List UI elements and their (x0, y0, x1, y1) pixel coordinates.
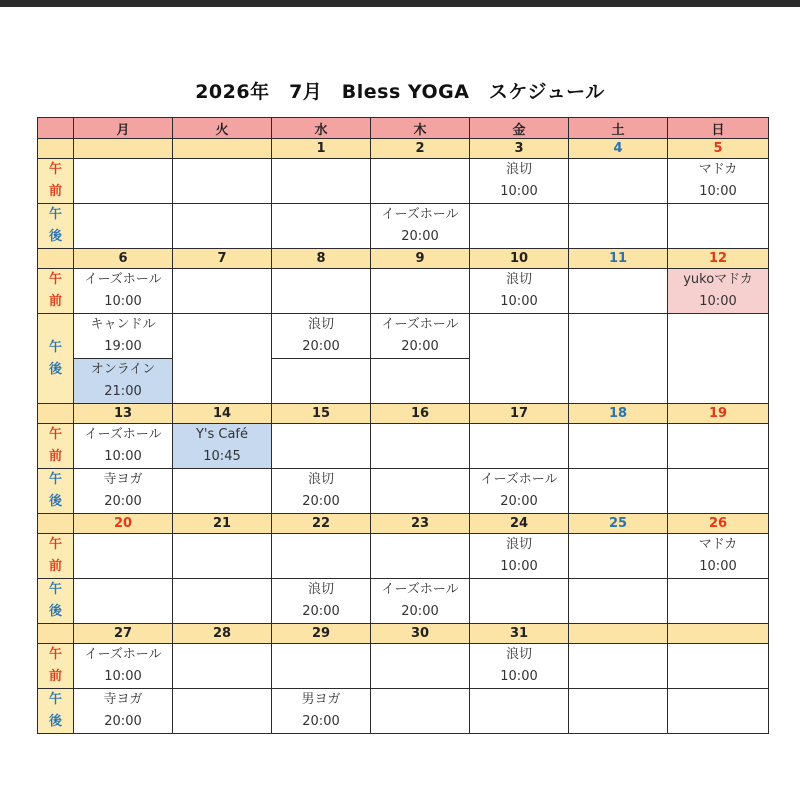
event-name: 浪切 (307, 317, 334, 332)
pm-slot (668, 689, 769, 734)
am-slot (371, 644, 470, 689)
pm-slot (470, 689, 569, 734)
am-slot (470, 159, 569, 204)
date-cell: 3 (470, 139, 569, 159)
pm-label (38, 469, 74, 514)
am-slot (272, 534, 371, 579)
am-slot (272, 269, 371, 314)
am-slot (272, 644, 371, 689)
event-name: 浪切 (505, 647, 532, 662)
date-cell (668, 624, 769, 644)
pm-slot (470, 579, 569, 624)
event-name: イーズホール (381, 207, 459, 222)
pm-label-char: 後 (48, 229, 62, 244)
date-row (38, 139, 769, 159)
am-row (38, 159, 769, 204)
pm-label (38, 689, 74, 734)
am-slot (371, 269, 470, 314)
event-name: 浪切 (307, 472, 334, 487)
am-slot (569, 534, 668, 579)
event-time: 10:00 (500, 559, 538, 574)
pm-label-char: 後 (48, 361, 62, 377)
am-label-char: 午 (48, 162, 62, 177)
event-time: 20:00 (104, 714, 142, 729)
date-cell: 25 (569, 514, 668, 534)
pm-label (38, 314, 74, 404)
date-cell: 8 (272, 249, 371, 269)
event-time: 10:00 (104, 669, 142, 684)
event-time: 20:00 (401, 229, 439, 244)
event-time: 20:00 (302, 714, 340, 729)
am-slot (74, 159, 173, 204)
event-name: イーズホール (84, 272, 162, 287)
date-cell: 10 (470, 249, 569, 269)
am-label-char: 前 (48, 669, 62, 684)
pm-slot (569, 689, 668, 734)
am-slot (668, 424, 769, 469)
am-slot (74, 644, 173, 689)
event-time: 20:00 (401, 339, 439, 354)
weekday-tue: 火 (173, 118, 272, 139)
date-cell: 24 (470, 514, 569, 534)
event-time: 20:00 (104, 494, 142, 509)
event-time: 20:00 (500, 494, 538, 509)
event-time: 10:00 (699, 559, 737, 574)
am-slot (569, 159, 668, 204)
event-time: 10:00 (500, 184, 538, 199)
pm-slot (74, 359, 173, 404)
date-cell: 6 (74, 249, 173, 269)
event-name: キャンドル (90, 317, 156, 332)
am-slot (371, 534, 470, 579)
date-cell: 16 (371, 404, 470, 424)
event-name: 浪切 (505, 537, 532, 552)
am-slot (470, 269, 569, 314)
event-name: 男ヨガ (301, 692, 341, 707)
date-cell: 28 (173, 624, 272, 644)
pm-slot (371, 469, 470, 514)
am-slot (173, 269, 272, 314)
am-slot (470, 644, 569, 689)
pm-slot (74, 314, 173, 359)
am-label-char: 前 (48, 559, 62, 574)
date-cell: 7 (173, 249, 272, 269)
date-cell: 18 (569, 404, 668, 424)
pm-slot (470, 204, 569, 249)
date-cell: 27 (74, 624, 173, 644)
date-row (38, 514, 769, 534)
am-row (38, 269, 769, 314)
am-slot (173, 424, 272, 469)
event-name: マドカ (698, 537, 738, 552)
pm-slot (272, 469, 371, 514)
pm-label-char: 後 (48, 714, 62, 729)
am-slot (470, 424, 569, 469)
page-title: 2026年 7月 Bless YOGA スケジュール (195, 81, 605, 103)
am-slot (371, 424, 470, 469)
date-cell: 15 (272, 404, 371, 424)
date-cell: 31 (470, 624, 569, 644)
date-cell: 20 (74, 514, 173, 534)
date-cell: 19 (668, 404, 769, 424)
am-label-char: 前 (48, 449, 62, 464)
event-time: 20:00 (302, 494, 340, 509)
pm-slot (569, 204, 668, 249)
event-name: イーズホール (480, 472, 558, 487)
am-row (38, 534, 769, 579)
event-time: 10:00 (699, 294, 737, 309)
event-name: 寺ヨガ (103, 692, 143, 707)
am-slot (470, 534, 569, 579)
pm-slot (668, 579, 769, 624)
am-slot (668, 269, 769, 314)
date-cell (173, 139, 272, 159)
event-name: 浪切 (505, 272, 532, 287)
date-cell: 1 (272, 139, 371, 159)
event-name: 浪切 (307, 582, 334, 597)
header-corner (38, 118, 74, 139)
date-corner (38, 249, 74, 269)
pm-label (38, 579, 74, 624)
am-slot (173, 159, 272, 204)
date-cell: 14 (173, 404, 272, 424)
date-cell (74, 139, 173, 159)
date-cell: 4 (569, 139, 668, 159)
event-time: 20:00 (401, 604, 439, 619)
am-slot (272, 159, 371, 204)
pm-label-char: 午 (48, 692, 62, 707)
pm-slot (668, 314, 769, 404)
pm-label-char: 午 (48, 339, 62, 355)
date-cell: 13 (74, 404, 173, 424)
top-bar (0, 0, 800, 7)
event-name: イーズホール (381, 582, 459, 597)
event-name: 浪切 (505, 162, 532, 177)
event-name: イーズホール (381, 317, 459, 332)
event-name: オンライン (90, 362, 156, 377)
event-name: イーズホール (84, 647, 162, 662)
am-slot (668, 159, 769, 204)
weekday-sat: 土 (569, 118, 668, 139)
pm-slot (470, 469, 569, 514)
pm-slot (371, 359, 470, 404)
event-time: 10:00 (104, 449, 142, 464)
date-cell: 30 (371, 624, 470, 644)
date-cell: 21 (173, 514, 272, 534)
date-corner (38, 624, 74, 644)
date-row (38, 249, 769, 269)
am-slot (569, 644, 668, 689)
pm-slot (569, 579, 668, 624)
event-name: マドカ (698, 162, 738, 177)
am-label-char: 午 (48, 537, 62, 552)
pm-slot (371, 689, 470, 734)
event-name: yukoマドカ (683, 272, 753, 287)
am-label-char: 午 (48, 272, 62, 287)
pm-slot (74, 469, 173, 514)
event-time: 20:00 (302, 339, 340, 354)
am-label (38, 644, 74, 689)
date-cell: 26 (668, 514, 769, 534)
am-slot (569, 424, 668, 469)
pm-slot (470, 314, 569, 404)
am-label (38, 269, 74, 314)
event-time: 10:45 (203, 449, 241, 464)
pm-slot (272, 579, 371, 624)
am-slot (74, 534, 173, 579)
date-cell: 22 (272, 514, 371, 534)
pm-slot (272, 314, 371, 359)
pm-slot (74, 579, 173, 624)
date-cell: 5 (668, 139, 769, 159)
event-name: 寺ヨガ (103, 472, 143, 487)
pm-slot (272, 359, 371, 404)
pm-slot (371, 579, 470, 624)
am-slot (668, 534, 769, 579)
event-time: 10:00 (104, 294, 142, 309)
pm-slot (173, 314, 272, 404)
am-slot (173, 534, 272, 579)
pm-slot (173, 689, 272, 734)
weekday-mon: 月 (74, 118, 173, 139)
event-time: 21:00 (104, 384, 142, 399)
am-slot (173, 644, 272, 689)
pm-label-char: 午 (48, 207, 62, 222)
am-slot (272, 424, 371, 469)
am-row (38, 644, 769, 689)
weekday-sun: 日 (668, 118, 769, 139)
pm-row (38, 579, 769, 624)
date-corner (38, 404, 74, 424)
am-slot (668, 644, 769, 689)
date-cell: 29 (272, 624, 371, 644)
am-slot (371, 159, 470, 204)
am-label-char: 前 (48, 184, 62, 199)
date-cell: 9 (371, 249, 470, 269)
date-row (38, 624, 769, 644)
am-slot (569, 269, 668, 314)
weekday-fri: 金 (470, 118, 569, 139)
pm-slot (173, 469, 272, 514)
pm-slot (173, 579, 272, 624)
pm-slot (371, 314, 470, 359)
date-cell (569, 624, 668, 644)
date-row (38, 404, 769, 424)
am-label (38, 159, 74, 204)
weekday-header-row (38, 118, 769, 139)
am-row (38, 424, 769, 469)
schedule-calendar (37, 117, 769, 734)
pm-slot (371, 204, 470, 249)
event-time: 10:00 (500, 669, 538, 684)
pm-slot (668, 204, 769, 249)
event-time: 19:00 (104, 339, 142, 354)
am-slot (74, 424, 173, 469)
am-label-char: 午 (48, 427, 62, 442)
pm-slot (272, 689, 371, 734)
event-time: 20:00 (302, 604, 340, 619)
pm-slot (668, 469, 769, 514)
pm-label (38, 204, 74, 249)
pm-row (38, 469, 769, 514)
am-label (38, 534, 74, 579)
weekday-thu: 木 (371, 118, 470, 139)
event-time: 10:00 (500, 294, 538, 309)
weekday-wed: 水 (272, 118, 371, 139)
date-cell: 23 (371, 514, 470, 534)
pm-slot (569, 469, 668, 514)
event-name: Y's Café (195, 427, 249, 442)
date-cell: 11 (569, 249, 668, 269)
pm-label-char: 後 (48, 494, 62, 509)
event-time: 10:00 (699, 184, 737, 199)
date-corner (38, 514, 74, 534)
am-label-char: 前 (48, 294, 62, 309)
am-label (38, 424, 74, 469)
date-corner (38, 139, 74, 159)
date-cell: 2 (371, 139, 470, 159)
event-name: イーズホール (84, 427, 162, 442)
pm-slot (74, 204, 173, 249)
pm-label-char: 後 (48, 604, 62, 619)
pm-row (38, 689, 769, 734)
pm-row (38, 204, 769, 249)
date-cell: 17 (470, 404, 569, 424)
date-cell: 12 (668, 249, 769, 269)
pm-label-char: 午 (48, 472, 62, 487)
am-slot (74, 269, 173, 314)
pm-slot (173, 204, 272, 249)
pm-slot (272, 204, 371, 249)
pm-label-char: 午 (48, 582, 62, 597)
pm-slot (74, 689, 173, 734)
am-label-char: 午 (48, 647, 62, 662)
pm-row-early (38, 314, 769, 359)
pm-slot (569, 314, 668, 404)
